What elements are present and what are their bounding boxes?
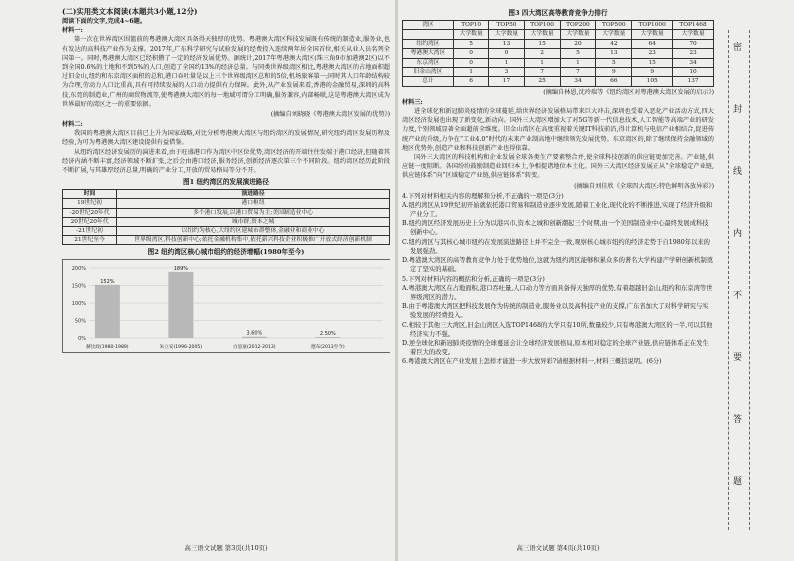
bar-value-label: 189%: [173, 266, 189, 273]
table-cell: 10: [673, 68, 714, 77]
table-row: [403, 49, 714, 58]
table-row: [403, 39, 714, 48]
table-header-row: [63, 190, 390, 199]
y-tick-label: 50%: [74, 318, 86, 325]
table-header-row: [403, 21, 714, 30]
table-cell: 城市群,资本之城: [117, 217, 390, 226]
seal-line-margin: [728, 30, 750, 530]
table-cell: 6: [453, 77, 488, 86]
material-1-title: 材料一:: [62, 27, 83, 35]
table-cell: 13: [489, 39, 524, 48]
table-header: 大学数量: [673, 30, 714, 39]
table-row: [63, 236, 390, 245]
table-cell: 70: [673, 39, 714, 48]
bar: [242, 337, 267, 338]
table-cell: 港口枢纽: [117, 199, 390, 208]
figure-3-title: 图3 四大湾区高等教育竞争力排行: [508, 9, 608, 17]
seal-char: 题: [733, 477, 743, 487]
table-row: [403, 77, 714, 86]
bar-value-label: 2.50%: [319, 331, 336, 338]
seal-char: 密: [733, 43, 743, 53]
y-tick-label: 200%: [71, 266, 86, 273]
x-tick-label: 朱立安(1996-2005): [159, 345, 203, 351]
table-cell: 1: [524, 58, 560, 67]
bar-value-label: 3.60%: [246, 331, 263, 338]
table-row: [403, 58, 714, 67]
q4-option-b: B.纽约湾区经济发展历史上分为以港兴市,资本之城和创新潮起三个时期,由一个美国制造业中心最终发展成科技创新中心。: [402, 220, 709, 237]
q5-option-d: D.逆全球化和新冠肺炎疫情的全球蔓延会让全球经济发展格局,原本相对稳定的全球产业链,供应链体系正在发生着巨大的改变。: [402, 339, 709, 357]
table-cell: 7: [524, 68, 560, 77]
table-header: 大学数量: [560, 30, 596, 39]
table-cell: 0: [453, 58, 488, 67]
table-cell: 17: [489, 77, 524, 86]
table-cell: 66: [596, 77, 632, 86]
bar: [315, 338, 340, 339]
table-row: [63, 217, 390, 226]
q5-option-c: C.相较于其他三大湾区,旧金山湾区入选TOP1468的大学只有10所,数量较少,只有粤港澳大湾区的一半,可以其他经济实力不强。: [402, 321, 713, 338]
education-ranking-table: [402, 20, 714, 87]
table-cell: 3: [489, 68, 524, 77]
table-cell: 以纽约为核心,大纽约区建城市群整体,金融业和商业中心: [117, 227, 390, 236]
table-cell: 15: [524, 39, 560, 48]
y-tick-label: 0%: [78, 336, 86, 343]
material-3-text-1: 进全球化和新冠肺炎疫情的全球蔓延,给世界经济发展格局带来巨大冲击,深圳也受着入恶化产业活动方式,四大湾区经济发展也出现了新变化,新动向。国外三大湾区增加大了对5G等新一代信息技术,人工智能等高端产业的研发力度,个别领域显著全面超前全维度。旧金山湾区在高度重视着关键IT科技前沿,得计算机与电信产业相结合,促进传统产业的升级,力争在“工业4.0”时代的未来产业制高地中继续领先发展优势。东京湾区的,除了继续保持金融领域的地区优势外,创造产业和科技创新产业也得依靠。: [402, 108, 714, 152]
table-header: 湾区: [403, 21, 454, 30]
table-row: [403, 68, 714, 77]
table-header: TOP500: [596, 21, 632, 30]
bar: [168, 272, 193, 338]
table-cell: 42: [596, 39, 632, 48]
material-2-text-2: 从纽约湾区经济发展历的演进来看,由于旺盛港口作为湾区中区位优势,湾区经济的开端往往发端于港口经济,但随着其经济内涵不断丰富,经济领域不断扩张,之后会由港口经济,服务经济,创新经济逐次第三个不同阶段。纽约湾区经历此阶段不断扩展,与其雄厚经济总量,明确的产业分工,开放的贸易格局等分不开。: [62, 148, 390, 175]
question-4: 4.下列对材料相关内容的理解和分析,不正确的一项是(3分): [402, 192, 564, 200]
material-2-source: (摘编自林恩,沈玲瑞等《纽约湾区对粤港澳大湾区发展的启示》): [543, 88, 714, 96]
table-cell: 0: [489, 49, 524, 58]
table-row: [63, 208, 390, 217]
material-1-source: (摘编自刘晓晓《粤港澳大湾区发展的优势》): [270, 111, 390, 119]
table-cell: 13: [596, 49, 632, 58]
table-cell: 1: [560, 58, 596, 67]
q4-option-c: C.纽约湾区与其核心城市纽约在发展演进路径上并不完全一致,观察核心城市纽约的经济走势于自1980年以来的发展强劲。: [402, 238, 710, 255]
figure-2-title: 图2 纽约湾区核心城市组约的经济增幅(1980年至今): [147, 248, 305, 257]
table-cell: 34: [560, 77, 596, 86]
question-5: 5.下列对材料内容的概括和分析,正确的一项是(3分): [402, 275, 545, 283]
table-cell: 137: [673, 77, 714, 86]
table-header: 大学数量: [524, 30, 560, 39]
x-tick-label: 德布(2013至今): [311, 345, 345, 351]
table-header-row: [403, 30, 714, 39]
table-header: 大学数量: [453, 30, 488, 39]
table-header: TOP1468: [673, 21, 714, 30]
table-cell: 15: [632, 58, 673, 67]
table-cell: 世界级湾区,科技创新中心;依托金融机构集中,依托新兴科技企业积极推广开放式经济创新机制: [117, 236, 390, 245]
q5-option-a: A.粤港澳大湾区在占地面积,港口吞吐量,人口动力等方面具备得天独厚的优势,有着超越旧金山,纽约和东京湾等世界级湾区的潜力。: [402, 284, 713, 301]
growth-bar-chart: [62, 259, 390, 353]
table-cell: 1: [489, 58, 524, 67]
table-cell: 9: [596, 68, 632, 77]
seal-char: 答: [733, 415, 743, 425]
material-3-source: (摘编自刘佳欣《全球四大湾区:特色鲜明各放异彩》): [574, 182, 714, 190]
table-cell: 21世纪至今: [63, 236, 117, 245]
table-cell: 总计: [403, 77, 454, 86]
bar-value-label: 152%: [100, 279, 115, 286]
seal-char: 封: [733, 105, 743, 115]
table-cell: 5: [560, 49, 596, 58]
material-1-text: 第一次在世界湾区围篮前的粤港澳大湾区具备得天独厚的优势。粤港澳大湾区科技发展既有传统的制造业,服务业,也有发达的高科技产业作为支撑。2017年,广东科学研究与试验发展的经费投入连续两年居全国首位,相关从业人员名列全国第一。同时,粤港澳大湾区已经积攒了一定的经济发展优势。据统计,2017年粤港澳大湾区(珠三角9市加港澳2区)以不到全国0.6%的土地和不到5%的人口,创造了全国约13%的经济总量。与同类世界级湾区相比,粤港澳大湾区的占地面积超过旧金山,纽约和东京湾区面积的总和,港口吞吐量是以上三个世界级湾区总和的5倍,机场旅客第一;同时其人口年龄结构较为合理,劳动力人口比重高,具有可持续发展的人口动力提供有力保障。此外,从产业发展来看,香港的金融贸易,深圳的高科技,东莞的制造业,广州的商贸物流等,使粤港澳大湾区的每一地域可谓分工明确,服务兼容,内部畅联,这是粤港澳大湾区成为世界最好的湾区之一的重要依据。: [62, 36, 390, 108]
section-title: (二)实用类文本阅读(本题共3小题,12分): [62, 7, 198, 16]
x-tick-label: 白思豪(2012-2013): [233, 345, 276, 351]
table-cell: 19世纪初: [63, 199, 117, 208]
seal-char: 要: [733, 353, 743, 363]
table-cell: 64: [632, 39, 673, 48]
table-cell: 20世纪20年代: [63, 217, 117, 226]
table-cell: 23: [673, 49, 714, 58]
page-gutter: [395, 0, 398, 561]
table-cell: 23: [632, 49, 673, 58]
page-4: [402, 6, 714, 554]
table-row: [63, 227, 390, 236]
table-header: TOP10: [453, 21, 488, 30]
q4-option-d: D.粤港澳大湾区的高等教育竞争力处于优势地位,这就为纽约湾区能够积累众多的著名大学构建产学研创新机制奠定了坚实的基础。: [402, 257, 714, 274]
table-header: [403, 30, 454, 39]
table-cell: 20: [560, 39, 596, 48]
table-cell: 25: [524, 77, 560, 86]
table-cell: 旧金山湾区: [403, 68, 454, 77]
table-cell: 0: [453, 49, 488, 58]
page-3-footer: 高三语文试题 第3页(共10页): [184, 544, 268, 552]
figure-1-title: 图1 纽约湾区的发展演进路径: [182, 178, 269, 187]
material-2-title: 材料二:: [62, 121, 83, 129]
table-cell: 纽约湾区: [403, 39, 454, 48]
table-cell: 34: [673, 58, 714, 67]
table-header: 演进路径: [117, 190, 390, 199]
table-header: 大学数量: [596, 30, 632, 39]
table-cell: 105: [632, 77, 673, 86]
material-3-title: 材料三:: [402, 98, 423, 106]
table-header: 大学数量: [632, 30, 673, 39]
table-cell: 粤港澳大湾区: [403, 49, 454, 58]
page-3: [62, 6, 390, 554]
table-cell: 7: [560, 68, 596, 77]
table-header: TOP50: [489, 21, 524, 30]
table-cell: 5: [596, 58, 632, 67]
material-2-text-1: 我国的粤港澳大湾区目前已上升为国家战略,对比分析粤港澳大湾区与纽约湾区的发展情况,研究纽约湾区发展历程及经验,为可为粤港澳大湾区建设提供有益借鉴。: [62, 130, 390, 147]
q4-option-a: A.纽约湾区从19世纪初开始就依托港口贸易和制造业逐步发展,随着工业化,现代化的不断推进,实现了经济升级和产业分工。: [402, 201, 713, 219]
seal-char: 内: [733, 229, 743, 239]
table-cell: 1: [453, 68, 488, 77]
x-tick-label: 赫比政(1980-1989): [86, 345, 129, 351]
table-cell: 5: [453, 39, 488, 48]
table-header: 大学数量: [489, 30, 524, 39]
bar: [95, 285, 120, 338]
seal-char: 线: [733, 167, 743, 177]
table-cell: 2: [524, 49, 560, 58]
table-cell: 9: [632, 68, 673, 77]
table-header: 时间: [63, 190, 117, 199]
instruction: 阅读下面的文字,完成4~6题。: [62, 18, 147, 25]
table-cell: -21世纪初: [63, 227, 117, 236]
material-3-text-2: 国外三大湾区的科技机构和企业发展全球各类生产要素整合并,使全球科技创新的供应链更加完善。产业链,供应链一度阻断。各国纷纷鼓励制造业回归本土,争相提诸地位本土化。国外三大湾区经济发展正从“全球稳定产业链,供应链体系”向“区域稳定产业链,供应链体系”转变。: [402, 154, 714, 180]
table-row: [63, 199, 390, 208]
table-cell: -20世纪20年代: [63, 208, 117, 217]
table-header: TOP200: [560, 21, 596, 30]
page-4-footer: 高三语文试题 第4页(共10页): [516, 544, 600, 552]
seal-char: 不: [733, 291, 743, 301]
table-cell: 多个港口发展,以港口贸易为主;美国制造业中心: [117, 208, 390, 217]
q5-option-b: B.由于粤港澳大湾区把科技发展作为传统的制造业,服务业以及高科技产业的支撑,广东省加大了对科学研究与实验发展的经费投入。: [402, 303, 709, 320]
table-cell: 东京湾区: [403, 58, 454, 67]
bar-chart-svg: [63, 260, 389, 352]
development-path-table: [62, 189, 390, 245]
y-tick-label: 100%: [71, 301, 86, 308]
y-tick-label: 150%: [71, 283, 86, 290]
table-header: TOP100: [524, 21, 560, 30]
table-header: TOP1000: [632, 21, 673, 30]
question-6: 6.粤港澳大湾区在产业发展上怎样才能进一步大放异彩?请根据材料一,材料三概括说明。(6分): [402, 358, 662, 366]
